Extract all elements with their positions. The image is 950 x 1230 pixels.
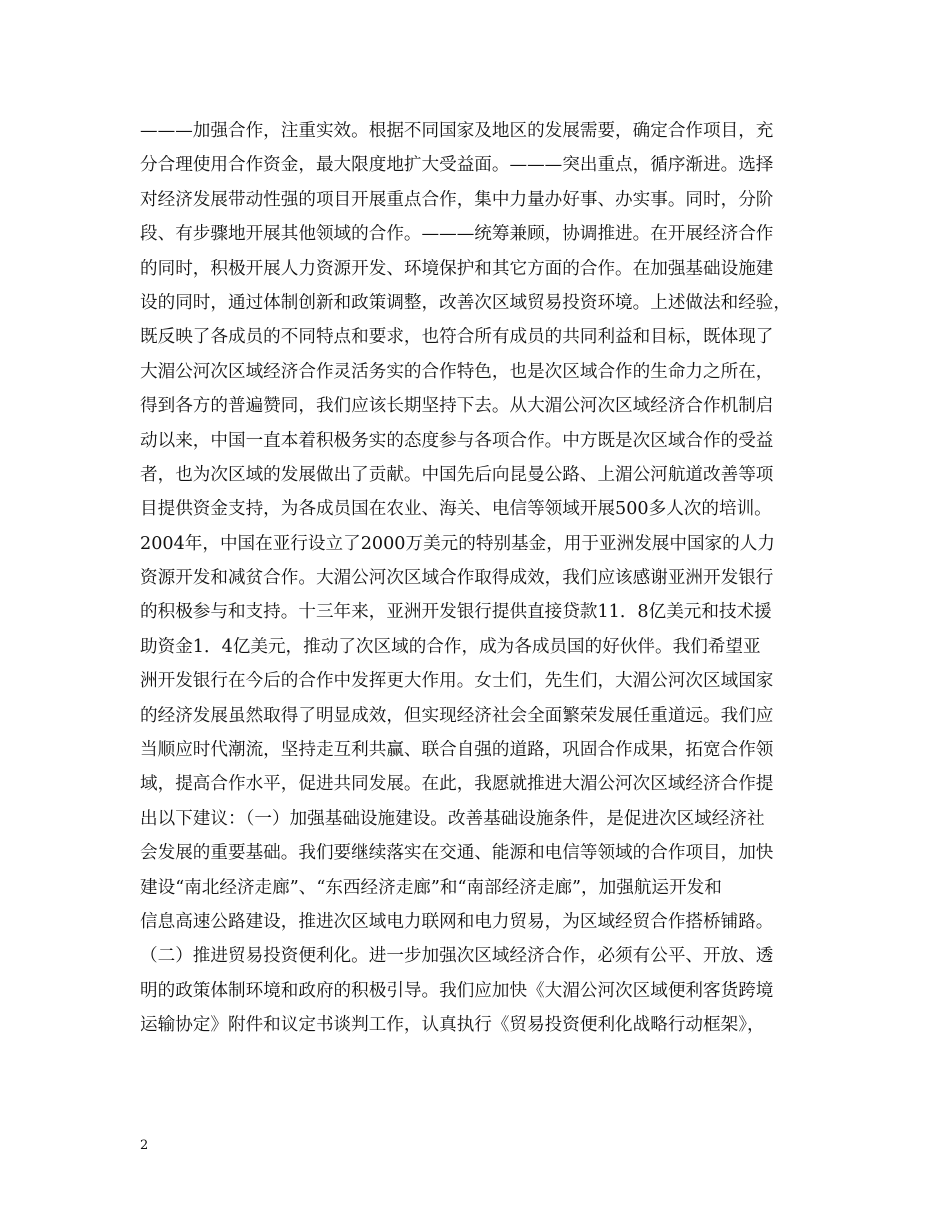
text-line: 得到各方的普遍赞同，我们应该长期坚持下去。从大湄公河次区域经济合作机制启 bbox=[140, 396, 774, 417]
text-line: 会发展的重要基础。我们要继续落实在交通、能源和电信等领域的合作项目，加快 bbox=[140, 843, 774, 864]
text-line: 助资金1．4亿美元，推动了次区域的合作，成为各成员国的好伙伴。我们希望亚 bbox=[140, 636, 761, 657]
text-line: 运输协定》附件和议定书谈判工作，认真执行《贸易投资便利化战略行动框架》， bbox=[140, 1015, 765, 1036]
text-line: 2004年，中国在亚行设立了2000万美元的特别基金，用于亚洲发展中国家的人力 bbox=[140, 533, 775, 554]
text-line: 者，也为次区域的发展做出了贡献。中国先后向昆曼公路、上湄公河航道改善等项 bbox=[140, 464, 774, 485]
text-line: 既反映了各成员的不同特点和要求，也符合所有成员的共同利益和目标，既体现了 bbox=[140, 327, 774, 348]
text-line: ———加强合作，注重实效。根据不同国家及地区的发展需要，确定合作项目，充 bbox=[140, 121, 774, 141]
page-number: 2 bbox=[140, 1138, 149, 1153]
text-line: 明的政策体制环境和政府的积极引导。我们应加快《大湄公河次区域便利客货跨境 bbox=[140, 980, 774, 1001]
text-line: 出以下建议：（一）加强基础设施建设。改善基础设施条件，是促进次区域经济社 bbox=[140, 808, 765, 829]
text-line: 段、有步骤地开展其他领域的合作。———统筹兼顾，协调推进。在开展经济合作 bbox=[140, 224, 774, 245]
text-line: 目提供资金支持，为各成员国在农业、海关、电信等领域开展500多人次的培训。 bbox=[140, 499, 772, 520]
text-line: 的同时，积极开展人力资源开发、环境保护和其它方面的合作。在加强基础设施建 bbox=[140, 258, 774, 279]
text-line: 当顺应时代潮流，坚持走互利共赢、联合自强的道路，巩固合作成果，拓宽合作领 bbox=[140, 740, 774, 761]
text-line: 大湄公河次区域经济合作灵活务实的合作特色，也是次区域合作的生命力之所在， bbox=[140, 361, 774, 382]
text-line: 的积极参与和支持。十三年来，亚洲开发银行提供直接贷款11．8亿美元和技术援 bbox=[140, 602, 772, 623]
body-text bbox=[140, 114, 830, 1043]
text-line: 设的同时，通过体制创新和政策调整，改善次区域贸易投资环境。上述做法和经验， bbox=[140, 292, 791, 313]
text-line: 的经济发展虽然取得了明显成效，但实现经济社会全面繁荣发展任重道远。我们应 bbox=[140, 705, 774, 726]
text-line: 建设“南北经济走廊”、“东西经济走廊”和“南部经济走廊”，加强航运开发和 bbox=[140, 877, 722, 898]
text-line: 分合理使用合作资金，最大限度地扩大受益面。———突出重点，循序渐进。选择 bbox=[140, 155, 774, 176]
text-line: 域，提高合作水平，促进共同发展。在此，我愿就推进大湄公河次区域经济合作提 bbox=[140, 774, 774, 795]
text-line: 信息高速公路建设，推进次区域电力联网和电力贸易，为区域经贸合作搭桥铺路。 bbox=[140, 911, 774, 932]
text-line: 对经济发展带动性强的项目开展重点合作，集中力量办好事、办实事。同时，分阶 bbox=[140, 189, 774, 210]
text-line: 动以来，中国一直本着积极务实的态度参与各项合作。中方既是次区域合作的受益 bbox=[140, 430, 774, 451]
text-line: 资源开发和减贫合作。大湄公河次区域合作取得成效，我们应该感谢亚洲开发银行 bbox=[140, 568, 774, 589]
text-line: （二）推进贸易投资便利化。进一步加强次区域经济合作，必须有公平、开放、透 bbox=[140, 946, 774, 967]
text-line: 洲开发银行在今后的合作中发挥更大作用。女士们，先生们，大湄公河次区域国家 bbox=[140, 671, 774, 692]
